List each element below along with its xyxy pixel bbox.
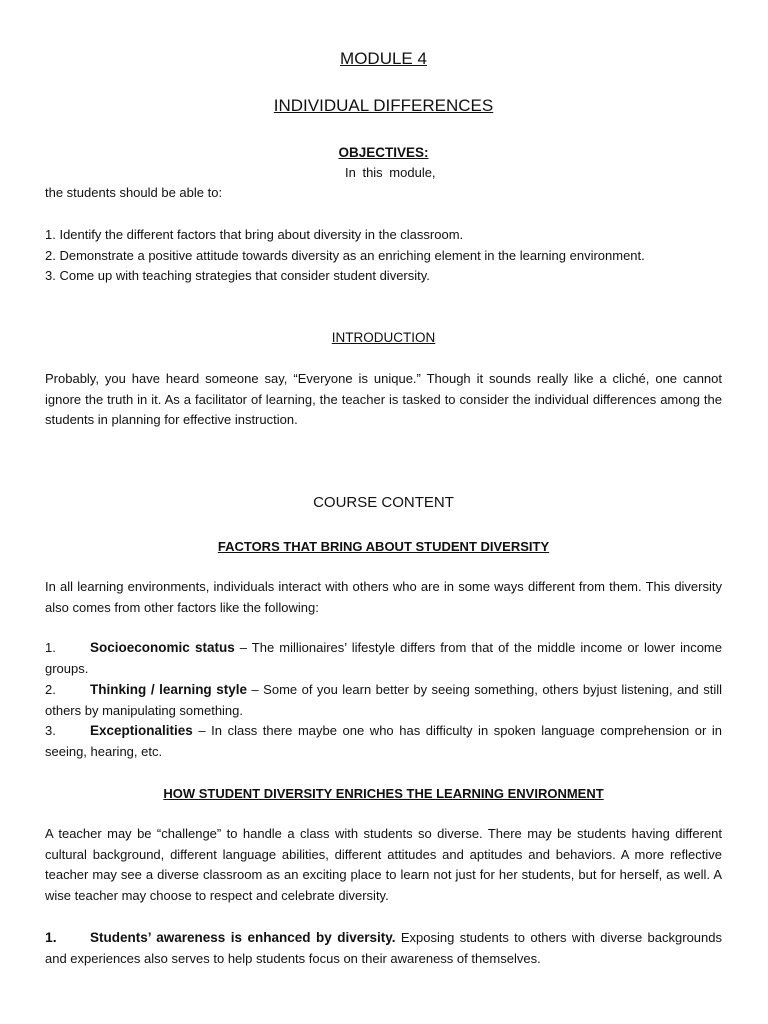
diversity-enriches-paragraph: A teacher may be “challenge” to handle a class with students so diverse. There may be students having different cultural background, different language abilities, different attitudes and aptitudes and behaviors. A more reflective teacher may see a diverse classroom as an exciting place to learn not just for her students, but for herself, as well. A wise teacher may choose to respect and celebrate diversity. — [45, 826, 722, 903]
course-content-heading: COURSE CONTENT — [313, 494, 454, 511]
objective-item: 2. Demonstrate a positive attitude towards diversity as an enriching element in the learning environment. — [45, 247, 645, 263]
factor-description: – In class there maybe one who has difficulty in spoken language comprehension or in seeing, hearing, etc. — [45, 723, 722, 759]
factor-item — [45, 680, 722, 721]
factor-number: 2. — [45, 682, 56, 697]
module-heading: MODULE 4 — [340, 49, 427, 68]
introduction-paragraph: Probably, you have heard someone say, “Everyone is unique.” Though it sounds really like a cliché, one cannot ignore the truth in it. As a facilitator of learning, the teacher is tasked to consider the individual differences among the students in planning for effective instruction. — [45, 371, 722, 427]
objectives-list — [45, 225, 645, 287]
point-item — [45, 927, 722, 969]
point-term: Students’ awareness is enhanced by diversity. — [90, 930, 396, 945]
page-title: INDIVIDUAL DIFFERENCES — [273, 96, 494, 115]
factors-heading: FACTORS THAT BRING ABOUT STUDENT DIVERSITY — [217, 539, 550, 554]
objectives-intro-line2: the students should be able to: — [45, 185, 223, 200]
factor-item — [45, 721, 722, 762]
diversity-enriches-heading: HOW STUDENT DIVERSITY ENRICHES THE LEARNING ENVIRONMENT — [163, 786, 604, 801]
point-number: 1. — [45, 929, 57, 945]
factor-number: 1. — [45, 640, 56, 655]
factor-term: Exceptionalities — [90, 723, 193, 738]
point-description: Exposing students to others with diverse backgrounds and experiences also serves to help students focus on their awareness of themselves. — [45, 930, 722, 966]
introduction-heading: INTRODUCTION — [331, 330, 436, 345]
factors-intro-paragraph: In all learning environments, individuals interact with others who are in some ways different from them. This diversity also comes from other factors like the following: — [45, 579, 722, 615]
factor-description: – The millionaires’ lifestyle differs from that of the middle income or lower income groups. — [45, 640, 722, 676]
objectives-intro-line1: In this module, — [345, 165, 436, 180]
factor-number: 3. — [45, 723, 56, 738]
objective-item: 1. Identify the different factors that bring about diversity in the classroom. — [45, 227, 464, 242]
factor-item — [45, 638, 722, 679]
factor-term: Thinking / learning style — [90, 682, 248, 697]
factor-term: Socioeconomic status — [90, 640, 235, 655]
objective-item: 3. Come up with teaching strategies that consider student diversity. — [45, 268, 430, 283]
factor-description: – Some of you learn better by seeing something, others byjust listening, and still others by manipulating something. — [45, 682, 722, 718]
objectives-heading: OBJECTIVES: — [338, 145, 429, 160]
